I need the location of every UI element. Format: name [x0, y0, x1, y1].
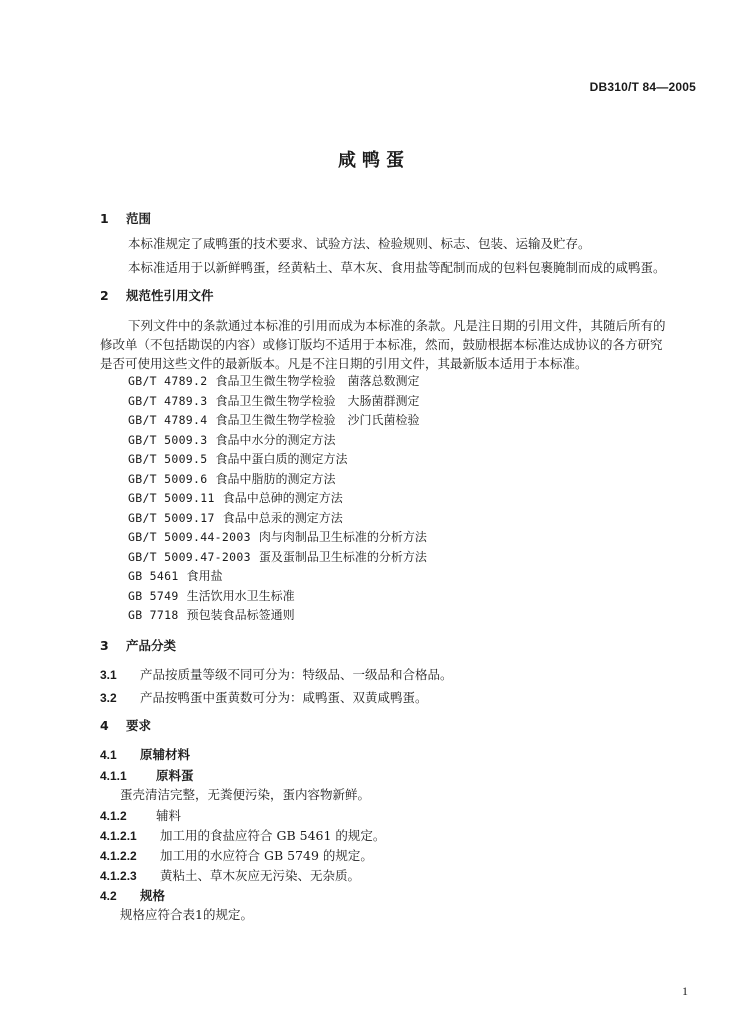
clause-number: 4.1	[100, 748, 117, 762]
clause-number: 4.1.1	[100, 769, 127, 783]
page-number: 1	[682, 984, 688, 998]
reference-code: GB/T 5009.6	[128, 471, 208, 486]
section-title: 范围	[126, 211, 152, 226]
reference-item	[128, 450, 427, 470]
clause-text: 辅料	[156, 808, 182, 823]
document-code: DB310/T 84—2005	[589, 80, 696, 94]
reference-item	[128, 470, 427, 490]
clause-3-1	[100, 665, 453, 683]
page-title: 咸鸭蛋	[338, 150, 410, 171]
clause-number: 4.1.2.3	[100, 869, 137, 883]
reference-code: GB/T 5009.11	[128, 491, 215, 505]
reference-name: 食品中水分的测定方法	[215, 432, 336, 447]
section-title: 要求	[126, 718, 152, 733]
reference-name: 食品中脂肪的测定方法	[215, 471, 336, 486]
clause-text: 原料蛋	[156, 768, 194, 783]
reference-code: GB/T 4789.4	[128, 413, 208, 427]
reference-name: 蛋及蛋制品卫生标准的分析方法	[258, 549, 427, 564]
reference-code: GB/T 4789.3	[128, 393, 208, 408]
scope-paragraph-1: 本标准规定了咸鸭蛋的技术要求、试验方法、检验规则、标志、包装、运输及贮存。	[128, 236, 591, 251]
references-intro-line-3: 是否可使用这些文件的最新版本。凡是不注日期的引用文件，其最新版本适用于本标准。	[100, 356, 588, 371]
clause-text: 规格	[140, 888, 166, 903]
reference-item	[128, 528, 427, 548]
reference-code: GB/T 5009.17	[128, 510, 215, 525]
raw-egg-requirement: 蛋壳清洁完整，无粪便污染，蛋内容物新鲜。	[120, 787, 371, 802]
reference-item	[128, 509, 427, 529]
section-title: 规范性引用文件	[126, 288, 214, 303]
reference-item	[128, 606, 427, 626]
reference-code: GB 7718	[128, 608, 179, 622]
section-4-heading	[100, 716, 151, 734]
reference-name: 食品中蛋白质的测定方法	[215, 452, 348, 466]
reference-code: GB/T 5009.3	[128, 432, 208, 447]
clause-4-1-1	[100, 766, 194, 784]
reference-item	[128, 489, 427, 509]
section-title: 产品分类	[126, 638, 177, 653]
reference-item	[128, 372, 427, 392]
clause-4-1-2-3	[100, 866, 360, 884]
clause-text: 原辅材料	[140, 747, 191, 762]
reference-list	[128, 372, 427, 626]
reference-item	[128, 431, 427, 451]
clause-number: 4.1.2.2	[100, 849, 137, 863]
reference-item	[128, 548, 427, 568]
clause-number: 4.2	[100, 889, 117, 903]
clause-text: 产品按鸭蛋中蛋黄数可分为：咸鸭蛋、双黄咸鸭蛋。	[140, 690, 428, 705]
reference-name: 肉与肉制品卫生标准的分析方法	[258, 530, 427, 544]
reference-name: 食品卫生微生物学检验 菌落总数测定	[215, 374, 420, 388]
section-number: 3	[100, 638, 109, 653]
reference-code: GB/T 5009.5	[128, 452, 208, 466]
reference-code: GB/T 4789.2	[128, 374, 208, 388]
references-intro-line-2: 修改单（不包括勘误的内容）或修订版均不适用于本标准，然而，鼓励根据本标准达成协议的各方研究	[100, 337, 663, 352]
reference-item	[128, 567, 427, 587]
reference-name: 生活饮用水卫生标准	[186, 588, 295, 603]
clause-text: 黄粘土、草木灰应无污染、无杂质。	[160, 868, 361, 883]
section-3-heading	[100, 636, 176, 654]
reference-name: 预包装食品标签通则	[186, 608, 295, 622]
clause-3-2	[100, 688, 428, 706]
clause-number: 3.2	[100, 691, 117, 705]
reference-name: 食品中总汞的测定方法	[222, 510, 343, 525]
scope-paragraph-2: 本标准适用于以新鲜鸭蛋，经黄粘土、草木灰、食用盐等配制而成的包料包裹腌制而成的咸鸭蛋。	[128, 260, 666, 275]
clause-text: 加工用的食盐应符合 GB 5461 的规定。	[160, 828, 386, 843]
references-intro-line-1: 下列文件中的条款通过本标准的引用而成为本标准的条款。凡是注日期的引用文件，其随后所有的	[128, 318, 666, 333]
section-number: 1	[100, 211, 109, 226]
reference-name: 食品卫生微生物学检验 大肠菌群测定	[215, 393, 420, 408]
reference-name: 食品中总砷的测定方法	[222, 491, 343, 505]
clause-4-1-2-2	[100, 846, 373, 864]
clause-4-1-2-1	[100, 826, 385, 844]
reference-code: GB 5749	[128, 588, 179, 603]
section-number: 4	[100, 718, 109, 733]
reference-name: 食品卫生微生物学检验 沙门氏菌检验	[215, 413, 420, 427]
section-2-heading	[100, 286, 214, 304]
section-number: 2	[100, 288, 109, 303]
clause-number: 4.1.2	[100, 809, 127, 823]
clause-number: 4.1.2.1	[100, 829, 137, 843]
reference-code: GB/T 5009.47-2003	[128, 549, 251, 564]
clause-4-1-2	[100, 806, 181, 824]
clause-4-1	[100, 745, 190, 763]
clause-number: 3.1	[100, 668, 117, 682]
reference-code: GB 5461	[128, 569, 179, 583]
clause-text: 产品按质量等级不同可分为：特级品、一级品和合格品。	[140, 667, 453, 682]
clause-text: 加工用的水应符合 GB 5749 的规定。	[160, 848, 373, 863]
section-1-heading	[100, 209, 151, 227]
clause-4-2	[100, 886, 165, 904]
specification-requirement: 规格应符合表1的规定。	[120, 907, 253, 922]
reference-code: GB/T 5009.44-2003	[128, 530, 251, 544]
reference-item	[128, 587, 427, 607]
reference-item	[128, 392, 427, 412]
reference-item	[128, 411, 427, 431]
reference-name: 食用盐	[186, 569, 223, 583]
